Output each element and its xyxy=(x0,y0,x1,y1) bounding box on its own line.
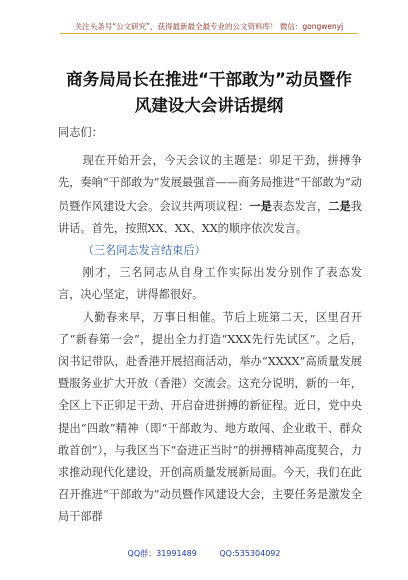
header-banner: 关注头条号“公文研究”，获得最新最全最专业的公文资料库！ 微信：gongwenyj xyxy=(60,20,358,34)
footer-qq-group: QQ群：31991489 xyxy=(127,549,197,558)
document-title-line1: 商务局局长在推进“干部敢为”动员暨作 xyxy=(66,70,352,89)
paragraph-main: 人勤春来早，万事日相催。节后上班第二天，区里召开了“新春第一会”，提出全力打造“XXX先行先试区”。之后，闵书记带队，赴香港开展招商活动，举办“XXXX”高质量发展暨服务业扩大开放（香港）交流会。这充分说明，新的一年，全区上下正卯足干劲、开启奋进拼搏的新征程。近日，党中央提出“四敢”精神（即“干部敢为、地方敢闯、企业敢干、群众敢首创”），与我区当下“奋进正当时”的拼搏精神高度契合，力求推动现代化建设，开创高质量发展新局面。今天，我们在此召开推进“干部敢为”动员暨作风建设大会，主要任务是激发全局干部群 xyxy=(58,310,362,524)
agenda-text-a: 现在开始开会，今天会议的主题是：卯足干劲，拼搏争先，奏响“干部敢为”发展最强音——商务局推进“干部敢为”动员暨作风建设大会。会议共两项议程： xyxy=(58,154,362,213)
document-body xyxy=(58,122,362,529)
agenda-item-two-marker: 二是 xyxy=(328,198,351,213)
agenda-item-one-marker: 一是 xyxy=(249,198,272,213)
salutation: 同志们： xyxy=(58,126,103,139)
agenda-text-c: 表态发言， xyxy=(271,199,329,213)
agenda-text-d: 我讲话。首先，按照XX、XX、XX的顺序依次发言。 xyxy=(58,199,362,235)
paragraph-comment: 刚才，三名同志从自身工作实际出发分别作了表态发言，决心坚定，讲得都很好。 xyxy=(58,266,362,302)
footer-contact xyxy=(0,548,408,559)
footer-qq: QQ:535304092 xyxy=(219,549,281,558)
paragraph-agenda xyxy=(58,150,362,240)
document-title-line2: 风建设大会讲话提纲 xyxy=(134,96,284,115)
stage-note: （三名同志发言结束后） xyxy=(82,244,206,258)
